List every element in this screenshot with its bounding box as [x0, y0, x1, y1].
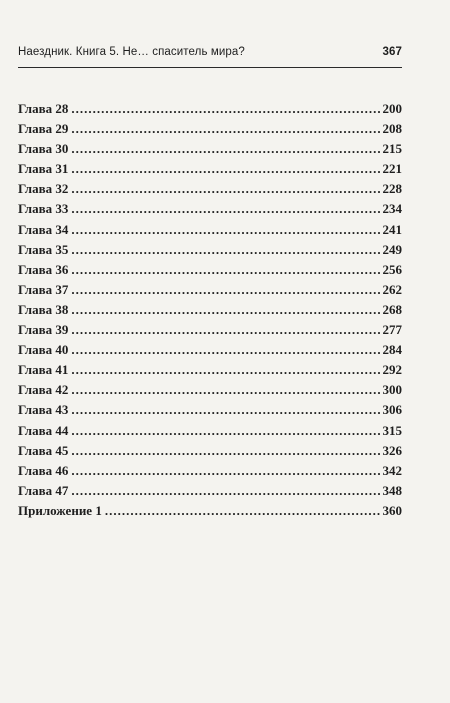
toc-entry-label: Глава 40 — [18, 342, 69, 358]
dot-leader — [71, 322, 379, 338]
toc-entry-page: 234 — [382, 201, 402, 217]
header-rule — [18, 67, 402, 68]
dot-leader — [71, 302, 379, 318]
toc-entry — [18, 121, 402, 141]
toc-entry-page: 277 — [382, 322, 402, 338]
toc-entry-page: 262 — [382, 281, 402, 297]
table-of-contents — [18, 101, 402, 523]
toc-entry-label: Глава 42 — [18, 382, 69, 398]
toc-entry-page: 208 — [382, 121, 402, 137]
dot-leader — [71, 242, 379, 258]
toc-entry-label: Глава 31 — [18, 161, 69, 177]
dot-leader — [71, 423, 379, 439]
toc-entry-label: Глава 43 — [18, 402, 69, 418]
toc-entry — [18, 503, 402, 523]
dot-leader — [71, 222, 379, 238]
toc-entry-page: 284 — [382, 342, 402, 358]
toc-entry-label: Глава 33 — [18, 201, 69, 217]
toc-entry — [18, 181, 402, 201]
toc-entry-page: 241 — [382, 221, 402, 237]
toc-entry-page: 348 — [382, 482, 402, 498]
toc-entry — [18, 302, 402, 322]
dot-leader — [71, 443, 379, 459]
toc-entry — [18, 201, 402, 221]
toc-entry-label: Глава 45 — [18, 442, 69, 458]
toc-entry-page: 256 — [382, 261, 402, 277]
toc-entry — [18, 282, 402, 302]
toc-entry-label: Глава 37 — [18, 281, 69, 297]
toc-entry — [18, 402, 402, 422]
dot-leader — [105, 503, 380, 519]
page-number: 367 — [382, 46, 402, 58]
toc-entry-page: 300 — [382, 382, 402, 398]
toc-entry-page: 200 — [382, 101, 402, 116]
toc-entry-page: 326 — [382, 442, 402, 458]
toc-entry — [18, 483, 402, 503]
toc-entry-label: Глава 46 — [18, 462, 69, 478]
toc-entry — [18, 463, 402, 483]
dot-leader — [71, 382, 379, 398]
toc-entry-label: Глава 47 — [18, 482, 69, 498]
toc-entry — [18, 262, 402, 282]
toc-entry — [18, 342, 402, 362]
toc-entry-label: Глава 32 — [18, 181, 69, 197]
running-header — [18, 46, 402, 58]
toc-entry-page: 306 — [382, 402, 402, 418]
toc-entry — [18, 322, 402, 342]
dot-leader — [71, 141, 379, 157]
toc-entry — [18, 242, 402, 262]
toc-entry — [18, 141, 402, 161]
dot-leader — [71, 483, 379, 499]
toc-entry-page: 221 — [382, 161, 402, 177]
toc-entry — [18, 362, 402, 382]
dot-leader — [71, 362, 379, 378]
dot-leader — [71, 463, 379, 479]
toc-entry-label: Глава 30 — [18, 141, 69, 157]
dot-leader — [71, 161, 379, 177]
running-title: Наездник. Книга 5. Не… спаситель мира? — [18, 46, 245, 58]
dot-leader — [71, 342, 379, 358]
toc-entry-label: Глава 38 — [18, 301, 69, 317]
toc-entry-page: 342 — [382, 462, 402, 478]
toc-entry — [18, 222, 402, 242]
toc-entry-label: Глава 39 — [18, 322, 69, 338]
toc-entry — [18, 101, 402, 121]
toc-entry-label: Глава 36 — [18, 261, 69, 277]
toc-entry-page: 292 — [382, 362, 402, 378]
toc-entry-page: 315 — [382, 422, 402, 438]
toc-entry — [18, 443, 402, 463]
toc-entry-page: 215 — [382, 141, 402, 157]
dot-leader — [71, 262, 379, 278]
toc-entry-label: Приложение 1 — [18, 502, 102, 518]
toc-entry-label: Глава 29 — [18, 121, 69, 137]
dot-leader — [71, 121, 379, 137]
dot-leader — [71, 201, 379, 217]
dot-leader — [71, 101, 379, 117]
dot-leader — [71, 181, 379, 197]
toc-entry-label: Глава 41 — [18, 362, 69, 378]
toc-entry-page: 228 — [382, 181, 402, 197]
toc-entry — [18, 161, 402, 181]
toc-entry-label: Глава 28 — [18, 101, 69, 116]
toc-entry — [18, 423, 402, 443]
dot-leader — [71, 402, 379, 418]
toc-entry-label: Глава 34 — [18, 221, 69, 237]
toc-entry-page: 249 — [382, 241, 402, 257]
toc-entry-page: 268 — [382, 301, 402, 317]
dot-leader — [71, 282, 379, 298]
toc-entry-page: 360 — [382, 502, 402, 518]
toc-entry-label: Глава 35 — [18, 241, 69, 257]
toc-entry — [18, 382, 402, 402]
toc-entry-label: Глава 44 — [18, 422, 69, 438]
